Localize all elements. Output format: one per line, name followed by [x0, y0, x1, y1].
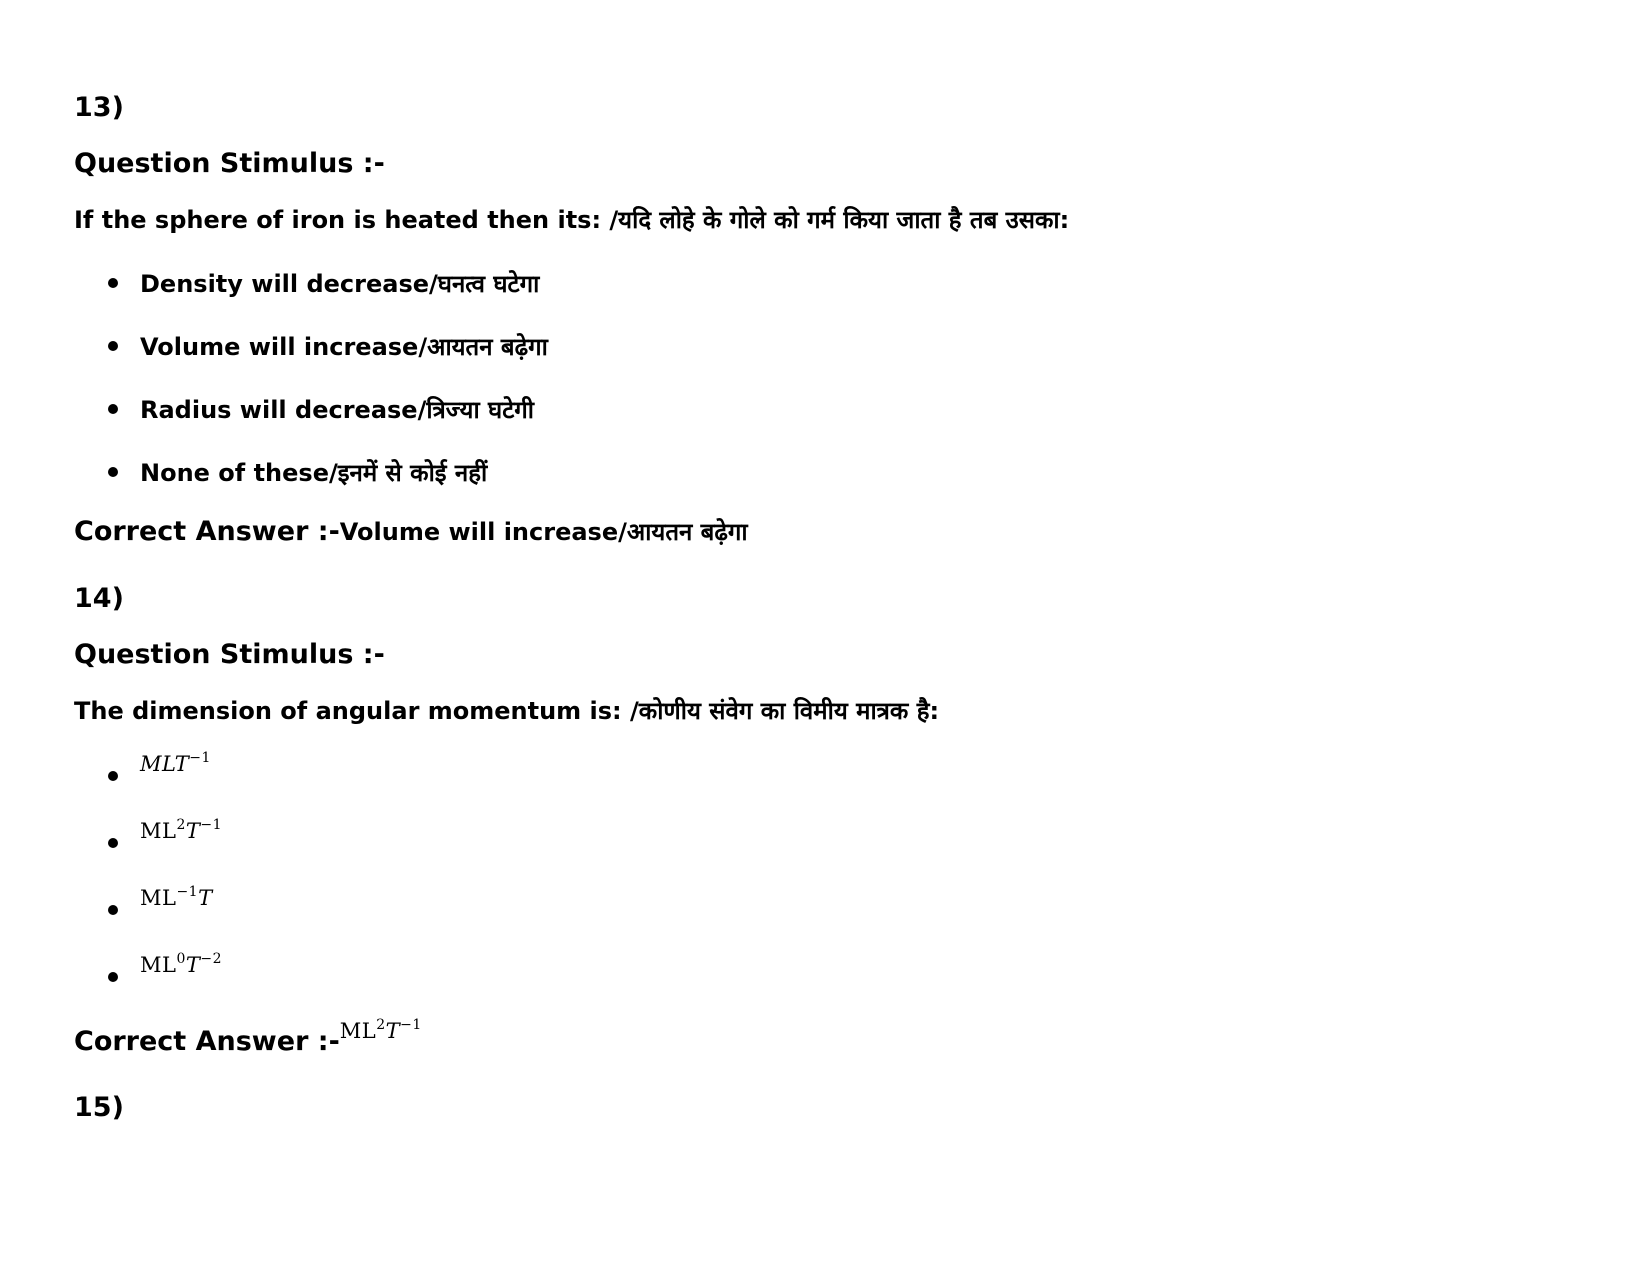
correct-answer-value: Volume will increase/आयतन बढ़ेगा: [339, 518, 748, 546]
option-item: [108, 951, 222, 979]
bullet-icon: [108, 905, 118, 915]
bullet-icon: [108, 771, 118, 781]
question-stem: The dimension of angular momentum is: /कोणीय संवेग का विमीय मात्रक है:: [74, 697, 940, 725]
bullet-icon: [108, 467, 118, 477]
option-formula: $ML^{-1}T$: [140, 884, 213, 910]
option-item: [108, 817, 222, 845]
option-item: [108, 457, 487, 489]
correct-answer-label: Correct Answer :-: [74, 1026, 340, 1057]
correct-answer: [74, 1017, 422, 1059]
option-formula: $ML^0T^{-2}$: [140, 951, 223, 977]
correct-answer: [74, 516, 748, 548]
option-item: [108, 394, 534, 426]
option-formula: $ML^2T^{-1}$: [140, 817, 223, 843]
bullet-icon: [108, 341, 118, 351]
bullet-icon: [108, 404, 118, 414]
option-formula: $MLT^{-1}$: [140, 750, 211, 776]
bullet-icon: [108, 972, 118, 982]
bullet-icon: [108, 278, 118, 288]
question-stimulus-label: Question Stimulus :-: [74, 148, 385, 179]
option-item: [108, 268, 539, 300]
option-item: [108, 884, 213, 912]
correct-answer-formula: ML2T−1: [339, 1017, 422, 1043]
question-number: 15): [74, 1092, 124, 1123]
question-number: 13): [74, 92, 124, 123]
option-text: Volume will increase/आयतन बढ़ेगा: [140, 333, 548, 361]
question-stem: If the sphere of iron is heated then its: /यदि लोहे के गोले को गर्म किया जाता है तब उसका:: [74, 206, 1070, 234]
question-stimulus-label: Question Stimulus :-: [74, 639, 385, 670]
bullet-icon: [108, 838, 118, 848]
option-item: [108, 331, 548, 363]
option-text: Density will decrease/घनत्व घटेगा: [140, 270, 540, 298]
option-item: [108, 750, 211, 778]
question-number: 14): [74, 583, 124, 614]
option-text: None of these/इनमें से कोई नहीं: [140, 459, 488, 487]
correct-answer-label: Correct Answer :-: [74, 516, 340, 547]
option-text: Radius will decrease/त्रिज्या घटेगी: [140, 396, 535, 424]
